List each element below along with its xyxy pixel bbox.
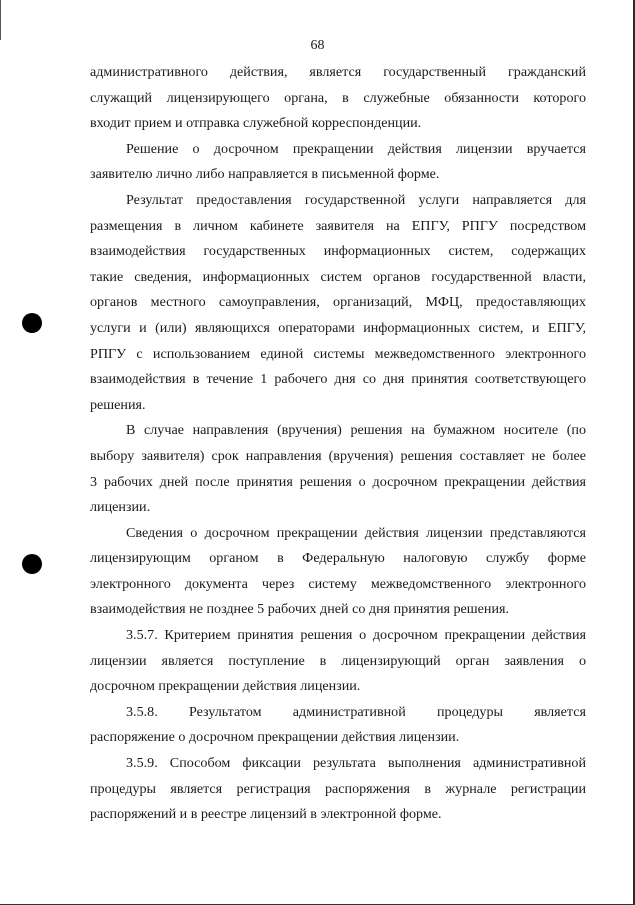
document-body: [90, 60, 586, 828]
text-line: 3 рабочих дней после принятия решения о досрочном прекращении действия: [90, 473, 586, 490]
text-line: 3.5.9. Способом фиксации результата выполнения административной: [126, 755, 586, 772]
text-line: лицензии является поступление в лицензирующий орган заявления о: [90, 652, 586, 669]
text-line: служащий лицензирующего органа, в служебные обязанности которого: [90, 89, 586, 106]
text-line: РПГУ с использованием единой системы межведомственного электронного: [90, 345, 586, 362]
text-line: взаимодействия государственных информационных систем, содержащих: [90, 243, 586, 260]
punch-hole: [22, 554, 42, 574]
text-line: заявителю лично либо направляется в письменной форме.: [90, 166, 440, 183]
text-line: В случае направления (вручения) решения на бумажном носителе (по: [126, 422, 586, 439]
text-line: 3.5.7. Критерием принятия решения о досрочном прекращении действия: [126, 627, 586, 644]
text-line: органов местного самоуправления, организаций, МФЦ, предоставляющих: [90, 294, 586, 311]
text-line: взаимодействия не позднее 5 рабочих дней со дня принятия решения.: [90, 601, 510, 618]
text-line: лицензии.: [90, 499, 151, 516]
text-line: Сведения о досрочном прекращении действия лицензии представляются: [126, 524, 586, 541]
text-line: процедуры является регистрация распоряжения в журнале регистрации: [90, 780, 586, 797]
text-line: услуги и (или) являющихся операторами информационных систем, и ЕПГУ,: [90, 319, 586, 336]
text-line: административного действия, является государственный гражданский: [90, 64, 586, 80]
text-line: решения.: [90, 396, 146, 413]
text-line: Решение о досрочном прекращении действия лицензии вручается: [126, 140, 586, 157]
text-line: досрочном прекращении действия лицензии.: [90, 678, 361, 695]
text-line: распоряжений и в реестре лицензий в электронной форме.: [90, 806, 442, 823]
text-line: входит прием и отправка служебной корреспонденции.: [90, 115, 422, 132]
text-line: 3.5.8. Результатом административной процедуры является: [126, 703, 586, 720]
text-line: электронного документа через систему межведомственного электронного: [90, 575, 586, 592]
text-line: такие сведения, информационных систем органов государственной власти,: [90, 268, 586, 285]
scan-edge-left: [0, 0, 1, 40]
text-line: взаимодействия в течение 1 рабочего дня со дня принятия соответствующего: [90, 371, 586, 388]
text-line: размещения в личном кабинете заявителя на ЕПГУ, РПГУ посредством: [90, 217, 586, 234]
punch-hole: [22, 313, 42, 333]
text-line: Результат предоставления государственной услуги направляется для: [126, 191, 586, 208]
page-number: 68: [310, 38, 325, 53]
text-line: лицензирующим органом в Федеральную налоговую службу форме: [90, 550, 586, 567]
text-line: выбору заявителя) срок направления (вручения) решения составляет не более: [90, 447, 586, 464]
text-line: распоряжение о досрочном прекращении действия лицензии.: [90, 729, 460, 746]
